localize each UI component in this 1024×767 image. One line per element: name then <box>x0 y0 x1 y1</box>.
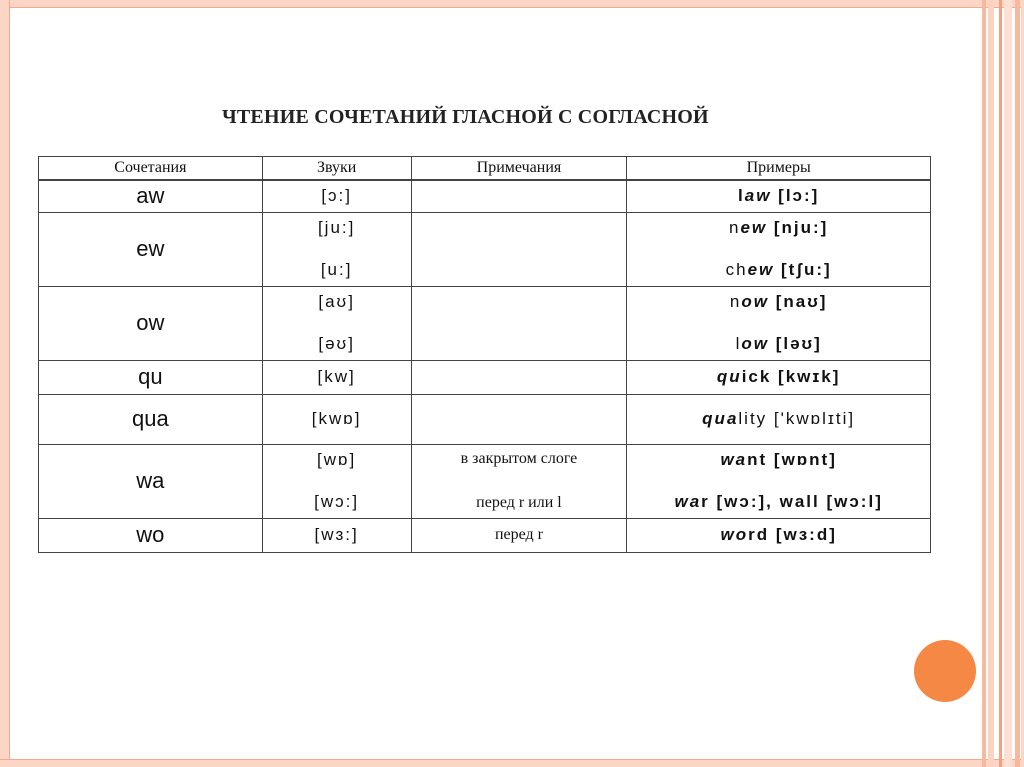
note-cell <box>411 360 627 394</box>
note-cell <box>411 212 627 286</box>
combo-cell: qu <box>39 360 263 394</box>
note-cell: перед r <box>411 518 627 552</box>
decorative-stripes <box>976 0 1024 767</box>
combo-cell: wo <box>39 518 263 552</box>
sound-cell: [ju:] [u:] <box>262 212 411 286</box>
combo-cell: ow <box>39 286 263 360</box>
slide-top-border <box>0 0 1024 8</box>
combo-cell: qua <box>39 394 263 444</box>
table-row <box>39 394 931 444</box>
slide-bottom-border <box>0 759 1024 767</box>
table-row <box>39 212 931 286</box>
example-cell: quick [kwɪk] <box>627 360 931 394</box>
orange-circle-decoration <box>914 640 976 702</box>
combo-cell: wa <box>39 444 263 518</box>
header-combinations: Сочетания <box>39 157 263 181</box>
sound-cell: [kwɒ] <box>262 394 411 444</box>
table-row <box>39 444 931 518</box>
header-examples: Примеры <box>627 157 931 181</box>
slide-title: ЧТЕНИЕ СОЧЕТАНИЙ ГЛАСНОЙ С СОГЛАСНОЙ <box>222 106 709 128</box>
sound-cell: [kw] <box>262 360 411 394</box>
note-cell <box>411 286 627 360</box>
note-cell <box>411 180 627 212</box>
sound-cell: [aʊ] [əʊ] <box>262 286 411 360</box>
example-cell: new [nju:] chew [tʃu:] <box>627 212 931 286</box>
example-cell: word [wɜ:d] <box>627 518 931 552</box>
table-row <box>39 518 931 552</box>
sound-cell: [ɔ:] <box>262 180 411 212</box>
combo-cell: aw <box>39 180 263 212</box>
sound-cell: [wɜ:] <box>262 518 411 552</box>
combo-cell: ew <box>39 212 263 286</box>
example-cell: quality ['kwɒlɪti] <box>627 394 931 444</box>
example-cell: now [naʊ] low [ləʊ] <box>627 286 931 360</box>
table-header-row <box>39 157 931 181</box>
sound-cell: [wɒ] [wɔ:] <box>262 444 411 518</box>
table-row <box>39 180 931 212</box>
note-cell <box>411 394 627 444</box>
header-notes: Примечания <box>411 157 627 181</box>
note-cell: в закрытом слоге перед r или l <box>411 444 627 518</box>
example-cell: want [wɒnt] war [wɔ:], wall [wɔ:l] <box>627 444 931 518</box>
table-row <box>39 360 931 394</box>
table-row <box>39 286 931 360</box>
example-cell: law [lɔ:] <box>627 180 931 212</box>
header-sounds: Звуки <box>262 157 411 181</box>
vowel-consonant-table <box>38 156 931 553</box>
slide-left-border <box>0 0 10 767</box>
